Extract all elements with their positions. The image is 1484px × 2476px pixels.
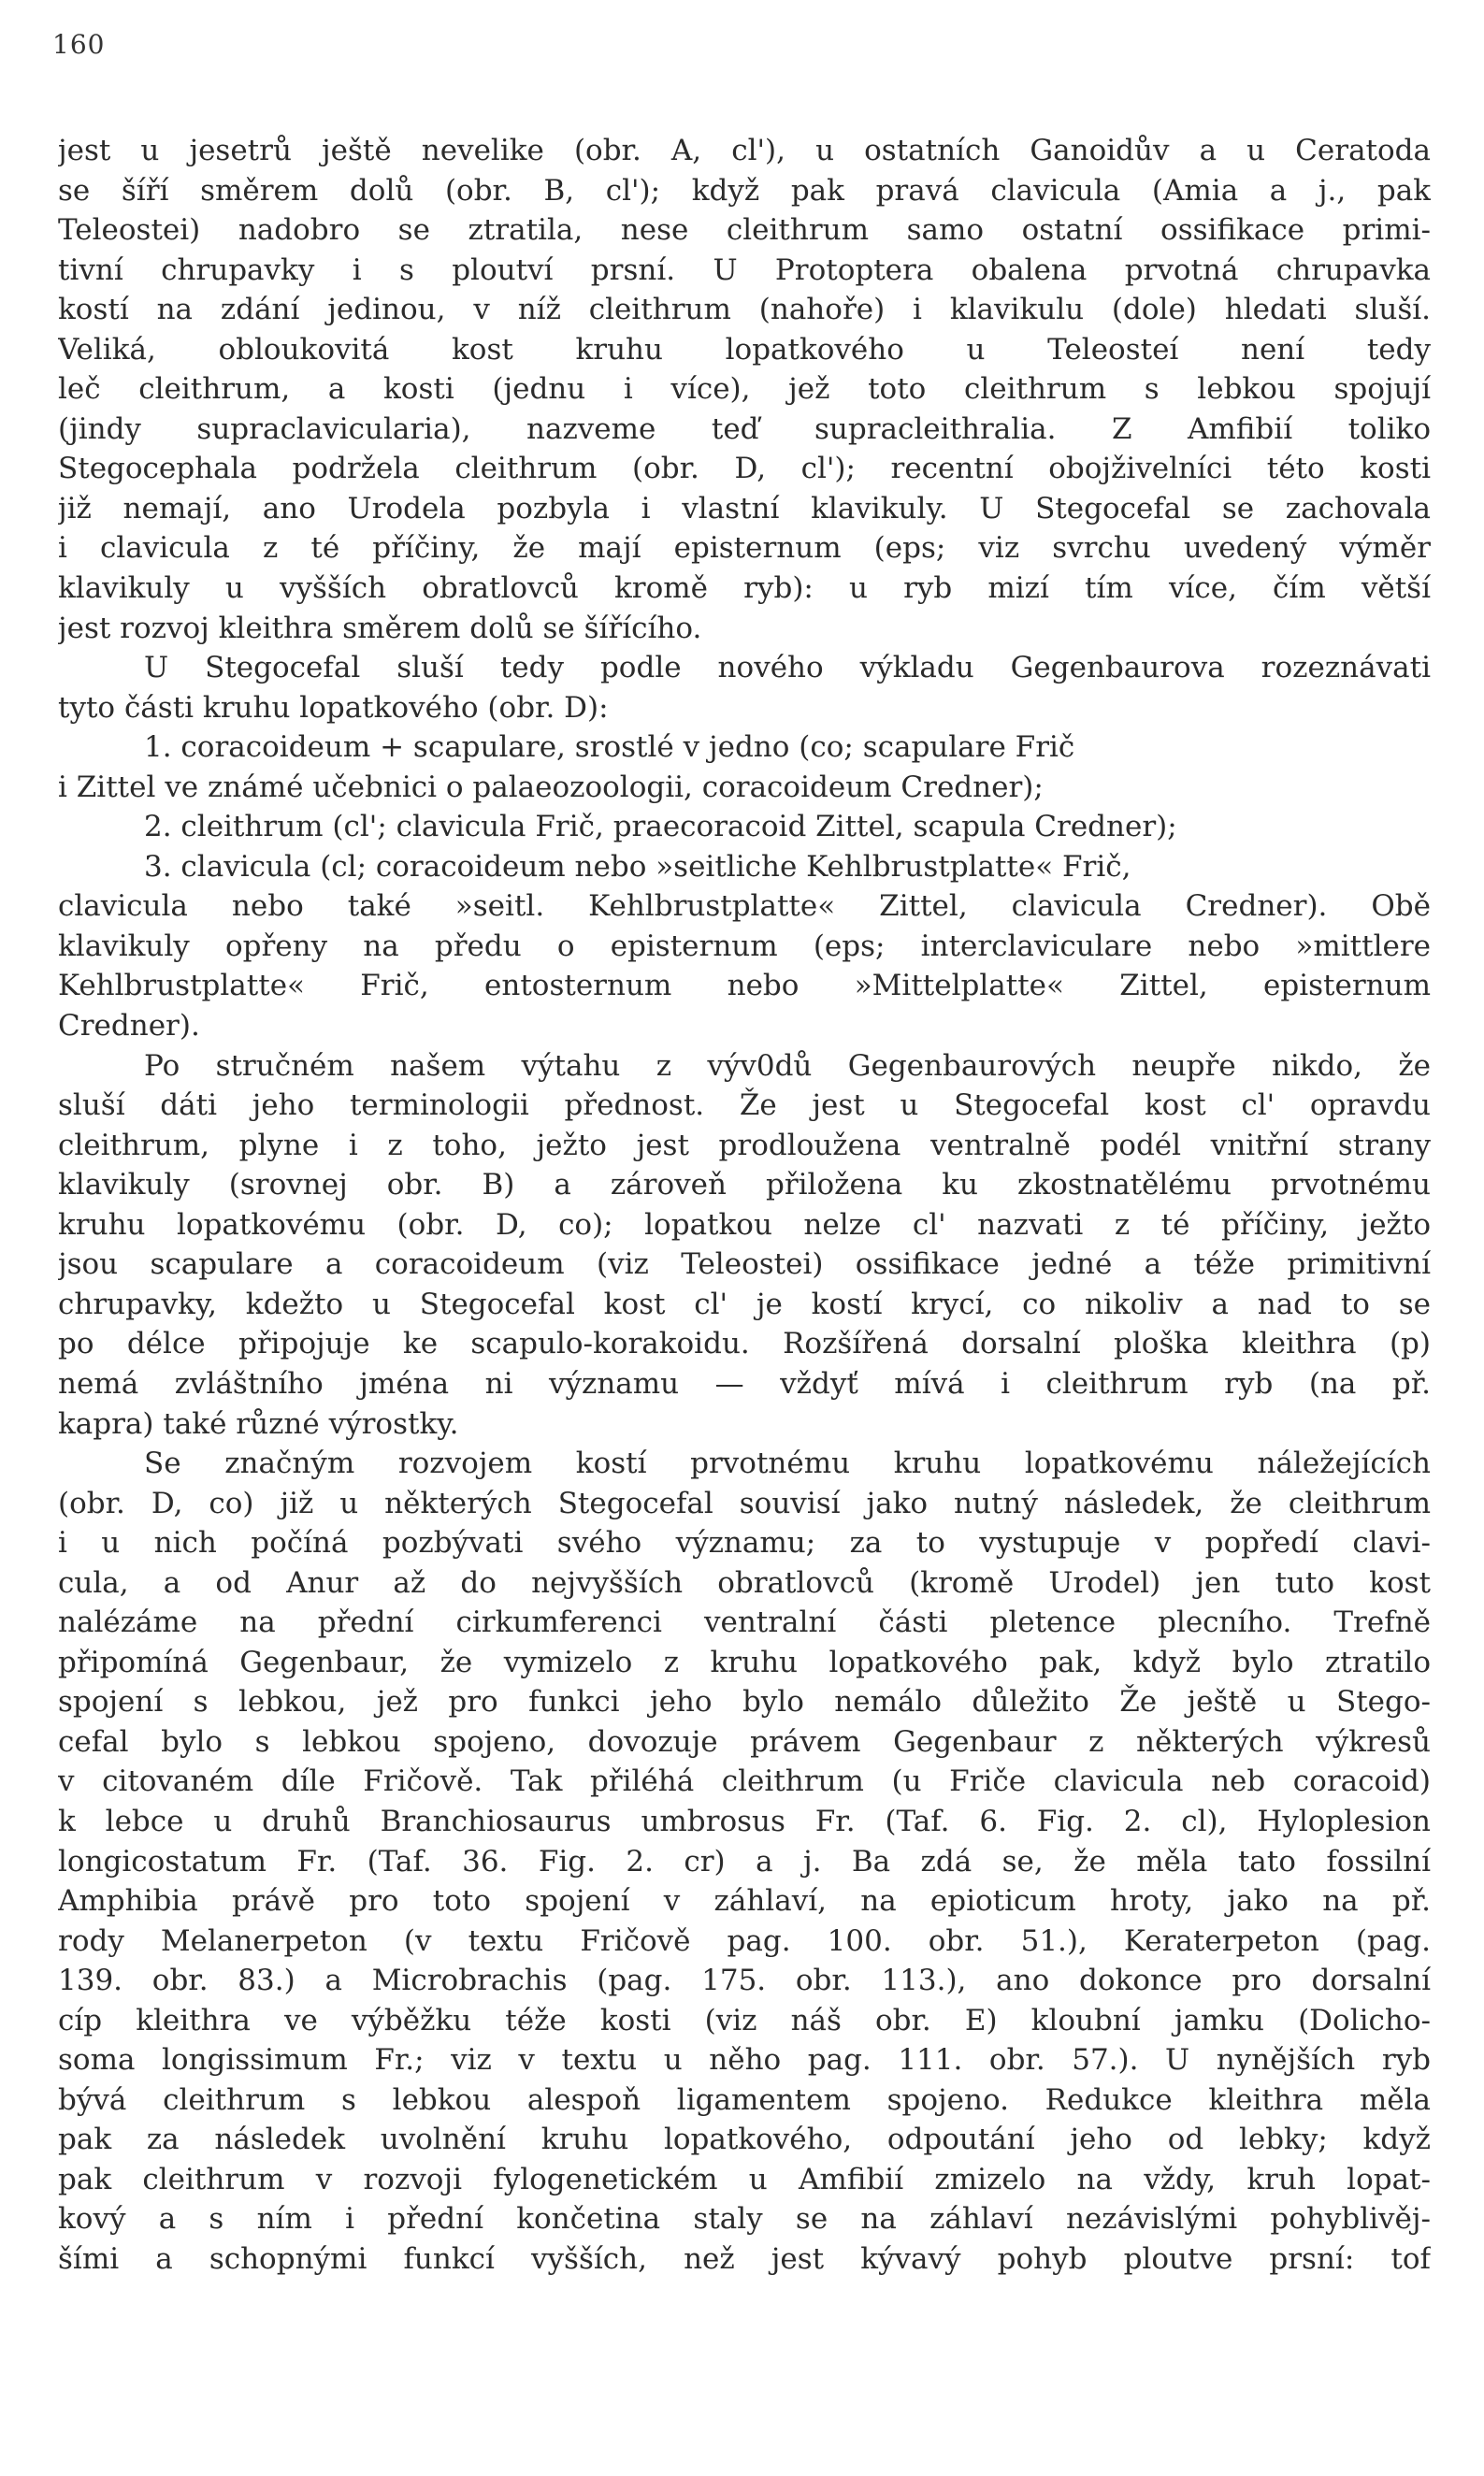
text-line: cíp kleithra ve výběžku téže kosti (viz náš obr. E) kloubní jamku (Dolicho- xyxy=(58,2003,1431,2037)
text-line: 139. obr. 83.) a Microbrachis (pag. 175. obr. 113.), ano dokonce pro dorsalní xyxy=(58,1964,1431,1998)
text-line: tyto části kruhu lopatkového (obr. D): xyxy=(58,690,609,725)
text-line: klavikuly u vyšších obratlovců kromě ryb): u ryb mizí tím více, čím větší xyxy=(58,571,1431,606)
text-line: jest rozvoj kleithra směrem dolů se šířícího. xyxy=(58,611,702,645)
text-line: 1. coracoideum + scapulare, srostlé v jedno (co; scapulare Frič xyxy=(144,730,1075,765)
text-line: U Stegocefal sluší tedy podle nového výkladu Gegenbaurova rozeznávati xyxy=(144,651,1431,685)
text-line: k lebce u druhů Branchiosaurus umbrosus Fr. (Taf. 6. Fig. 2. cl), Hyloplesion xyxy=(58,1804,1431,1838)
text-line: klavikuly opřeny na předu o episternum (eps; interclaviculare nebo »mittlere xyxy=(58,928,1431,963)
text-line: i u nich počíná pozbývati svého významu; za to vystupuje v popředí clavi- xyxy=(58,1526,1431,1561)
text-line: bývá cleithrum s lebkou alespoň ligamentem spojeno. Redukce kleithra měla xyxy=(58,2082,1431,2117)
text-line: Stegocephala podržela cleithrum (obr. D, cl'); recentní obojživelníci této kosti xyxy=(58,452,1431,486)
text-line: Po stručném našem výtahu z výv0dů Gegenbaurových neupře nikdo, že xyxy=(144,1048,1431,1083)
text-line: Credner). xyxy=(58,1009,200,1044)
text-line: Veliká, obloukovitá kost kruhu lopatkového u Teleosteí není tedy xyxy=(58,332,1431,367)
text-line: nalézáme na přední cirkumferenci ventralní části pletence plecního. Trefně xyxy=(58,1605,1431,1640)
text-line: soma longissimum Fr.; viz v textu u něho pag. 111. obr. 57.). U nynějších ryb xyxy=(58,2043,1431,2078)
text-line: kruhu lopatkovému (obr. D, co); lopatkou nelze cl' nazvati z té příčiny, ježto xyxy=(58,1207,1431,1242)
text-line: 2. cleithrum (cl'; clavicula Frič, praecoracoid Zittel, scapula Credner); xyxy=(144,810,1177,844)
text-line: longicostatum Fr. (Taf. 36. Fig. 2. cr) a j. Ba zdá se, že měla tato fossilní xyxy=(58,1844,1431,1879)
text-line: Amphibia právě pro toto spojení v záhlaví, na epioticum hroty, jako na př. xyxy=(58,1884,1431,1919)
text-line: i Zittel ve známé učebnici o palaeozoologii, coracoideum Credner); xyxy=(58,770,1044,804)
text-line: rody Melanerpeton (v textu Fričově pag. 100. obr. 51.), Keraterpeton (pag. xyxy=(58,1923,1431,1958)
text-line: šími a schopnými funkcí vyšších, než jest kývavý pohyb ploutve prsní: tof xyxy=(58,2241,1431,2276)
text-line: připomíná Gegenbaur, že vymizelo z kruhu lopatkového pak, když bylo ztratilo xyxy=(58,1645,1431,1679)
text-line: po délce připojuje ke scapulo-korakoidu. Rozšířená dorsalní ploška kleithra (p) xyxy=(58,1327,1431,1361)
text-line: kový a s ním i přední končetina staly se na záhlaví nezávislými pohyblivěj- xyxy=(58,2202,1431,2237)
text-line: jest u jesetrů ještě nevelike (obr. A, cl'), u ostatních Ganoidův a u Ceratoda xyxy=(58,134,1431,167)
text-line: cefal bylo s lebkou spojeno, dovozuje právem Gegenbaur z některých výkresů xyxy=(58,1724,1431,1759)
text-line: se šíří směrem dolů (obr. B, cl'); když pak pravá clavicula (Amia a j., pak xyxy=(58,173,1431,208)
text-line: tivní chrupavky i s ploutví prsní. U Protoptera obalena prvotná chrupavka xyxy=(58,252,1431,287)
text-line: spojení s lebkou, jež pro funkci jeho bylo nemálo důležito Že ještě u Stego- xyxy=(58,1685,1431,1720)
text-line: Se značným rozvojem kostí prvotnému kruhu lopatkovému náležejících xyxy=(144,1447,1431,1481)
text-line: Kehlbrustplatte« Frič, entosternum nebo »Mittelplatte« Zittel, episternum xyxy=(58,969,1431,1003)
text-line: kostí na zdání jedinou, v níž cleithrum (nahoře) i klavikulu (dole) hledati sluší. xyxy=(58,293,1431,327)
text-line: klavikuly (srovnej obr. B) a zároveň přiložena ku zkostnatělému prvotnému xyxy=(58,1168,1431,1202)
text-line: (jindy supraclavicularia), nazveme teď supracleithralia. Z Amfibií toliko xyxy=(58,411,1431,446)
text-line: v citovaném díle Fričově. Tak přiléhá cleithrum (u Friče clavicula neb coracoid) xyxy=(58,1764,1431,1799)
text-line: 3. clavicula (cl; coracoideum nebo »seitliche Kehlbrustplatte« Frič, xyxy=(144,849,1131,884)
text-line: cula, a od Anur až do nejvyšších obratlovců (kromě Urodel) jen tuto kost xyxy=(58,1565,1431,1600)
text-line: kapra) také různé výrostky. xyxy=(58,1406,459,1441)
text-line: (obr. D, co) již u některých Stegocefal souvisí jako nutný následek, že cleithrum xyxy=(58,1486,1431,1520)
text-line: clavicula nebo také »seitl. Kehlbrustplatte« Zittel, clavicula Credner). Obě xyxy=(58,889,1431,924)
page-number: 160 xyxy=(52,29,106,60)
text-line: cleithrum, plyne i z toho, ježto jest prodloužena ventralně podél vnitřní strany xyxy=(58,1128,1431,1162)
text-line: jsou scapulare a coracoideum (viz Teleostei) ossifikace jedné a téže primitivní xyxy=(58,1247,1431,1282)
text-line: leč cleithrum, a kosti (jednu i více), jež toto cleithrum s lebkou spojují xyxy=(58,372,1431,407)
text-line: pak cleithrum v rozvoji fylogenetickém u Amfibií zmizelo na vždy, kruh lopat- xyxy=(58,2162,1431,2196)
body-text xyxy=(58,131,1431,2280)
text-line: sluší dáti jeho terminologii přednost. Že jest u Stegocefal kost cl' opravdu xyxy=(58,1088,1431,1123)
text-line: pak za následek uvolnění kruhu lopatkového, odpoutání jeho od lebky; když xyxy=(58,2123,1431,2157)
text-line: Teleostei) nadobro se ztratila, nese cleithrum samo ostatní ossifikace primi- xyxy=(58,213,1431,248)
text-line: i clavicula z té příčiny, že mají episternum (eps; viz svrchu uvedený výměr xyxy=(58,531,1431,566)
text-line: nemá zvláštního jména ni významu — vždyť mívá i cleithrum ryb (na př. xyxy=(58,1366,1431,1401)
text-line: již nemají, ano Urodela pozbyla i vlastní klavikuly. U Stegocefal se zachovala xyxy=(58,491,1431,525)
text-line: chrupavky, kdežto u Stegocefal kost cl' je kostí krycí, co nikoliv a nad to se xyxy=(58,1287,1431,1321)
